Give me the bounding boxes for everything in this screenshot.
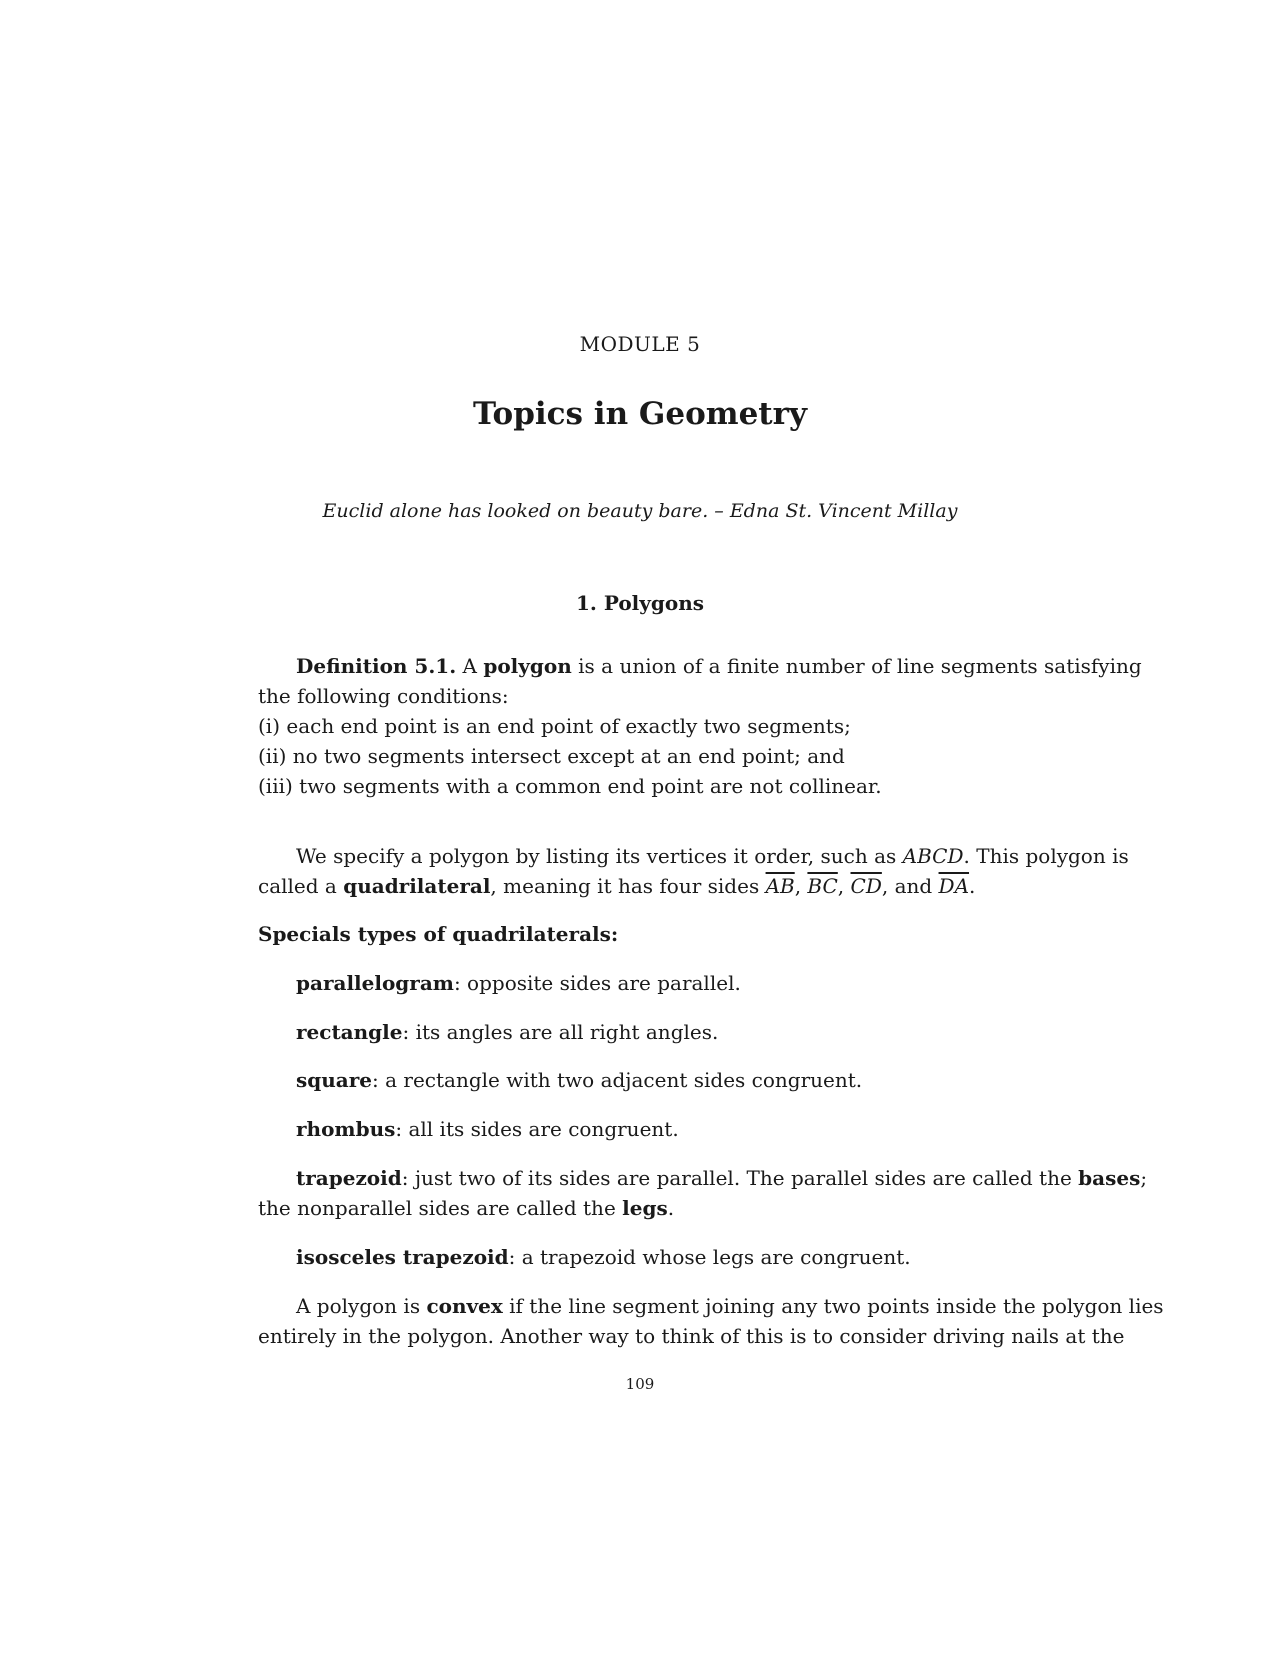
specify-para-line-1: We specify a polygon by listing its vertices it order, such as ABCD. This polygon is	[296, 844, 1129, 868]
condition-i: (i) each end point is an end point of exactly two segments;	[258, 714, 851, 738]
term-convex: convex	[426, 1294, 503, 1318]
definition-label: Definition 5.1.	[296, 654, 457, 678]
type-trapezoid-line-2: the nonparallel sides are called the legs.	[258, 1196, 675, 1220]
term-legs: legs	[622, 1196, 668, 1220]
segment-bc: $\overline{BC}$	[807, 874, 838, 898]
type-trapezoid-line-1: trapezoid: just two of its sides are parallel. The parallel sides are called the bases;	[296, 1166, 1148, 1190]
type-square: square: a rectangle with two adjacent sides congruent.	[296, 1068, 863, 1092]
term-bases: bases	[1078, 1166, 1141, 1190]
convex-para-line-2: entirely in the polygon. Another way to think of this is to consider driving nails at the	[258, 1324, 1125, 1348]
segment-da: $\overline{DA}$	[938, 874, 970, 898]
definition-line-2: the following conditions:	[258, 684, 509, 708]
segment-ab: $\overline{AB}$	[765, 874, 795, 898]
convex-para-line-1: A polygon is convex if the line segment joining any two points inside the polygon lies	[296, 1294, 1164, 1318]
segment-cd: $\overline{CD}$	[850, 874, 882, 898]
definition-line-1: Definition 5.1. A polygon is a union of a finite number of line segments satisfying	[296, 654, 1142, 678]
type-isosceles-trapezoid: isosceles trapezoid: a trapezoid whose legs are congruent.	[296, 1245, 911, 1269]
section-heading: 1. Polygons	[575, 591, 705, 615]
epigraph: Euclid alone has looked on beauty bare. – Edna St. Vincent Millay	[322, 500, 958, 522]
type-rhombus: rhombus: all its sides are congruent.	[296, 1117, 679, 1141]
type-rectangle: rectangle: its angles are all right angles.	[296, 1020, 719, 1044]
page-number: 109	[625, 1375, 655, 1393]
condition-iii: (iii) two segments with a common end point are not collinear.	[258, 774, 882, 798]
specify-para-line-2: called a quadrilateral, meaning it has four sides $\overline{AB}$, $\overline{BC}$, $\overline{CD}$, and $\overline{DA}$.	[258, 874, 976, 898]
type-parallelogram: parallelogram: opposite sides are parallel.	[296, 971, 741, 995]
term-quadrilateral: quadrilateral	[343, 874, 491, 898]
page-title: Topics in Geometry	[473, 396, 807, 432]
condition-ii: (ii) no two segments intersect except at an end point; and	[258, 744, 845, 768]
term-polygon: polygon	[483, 654, 572, 678]
module-label: MODULE 5	[579, 332, 701, 356]
special-types-heading: Specials types of quadrilaterals:	[258, 922, 619, 946]
math-abcd: ABCD	[902, 844, 964, 868]
